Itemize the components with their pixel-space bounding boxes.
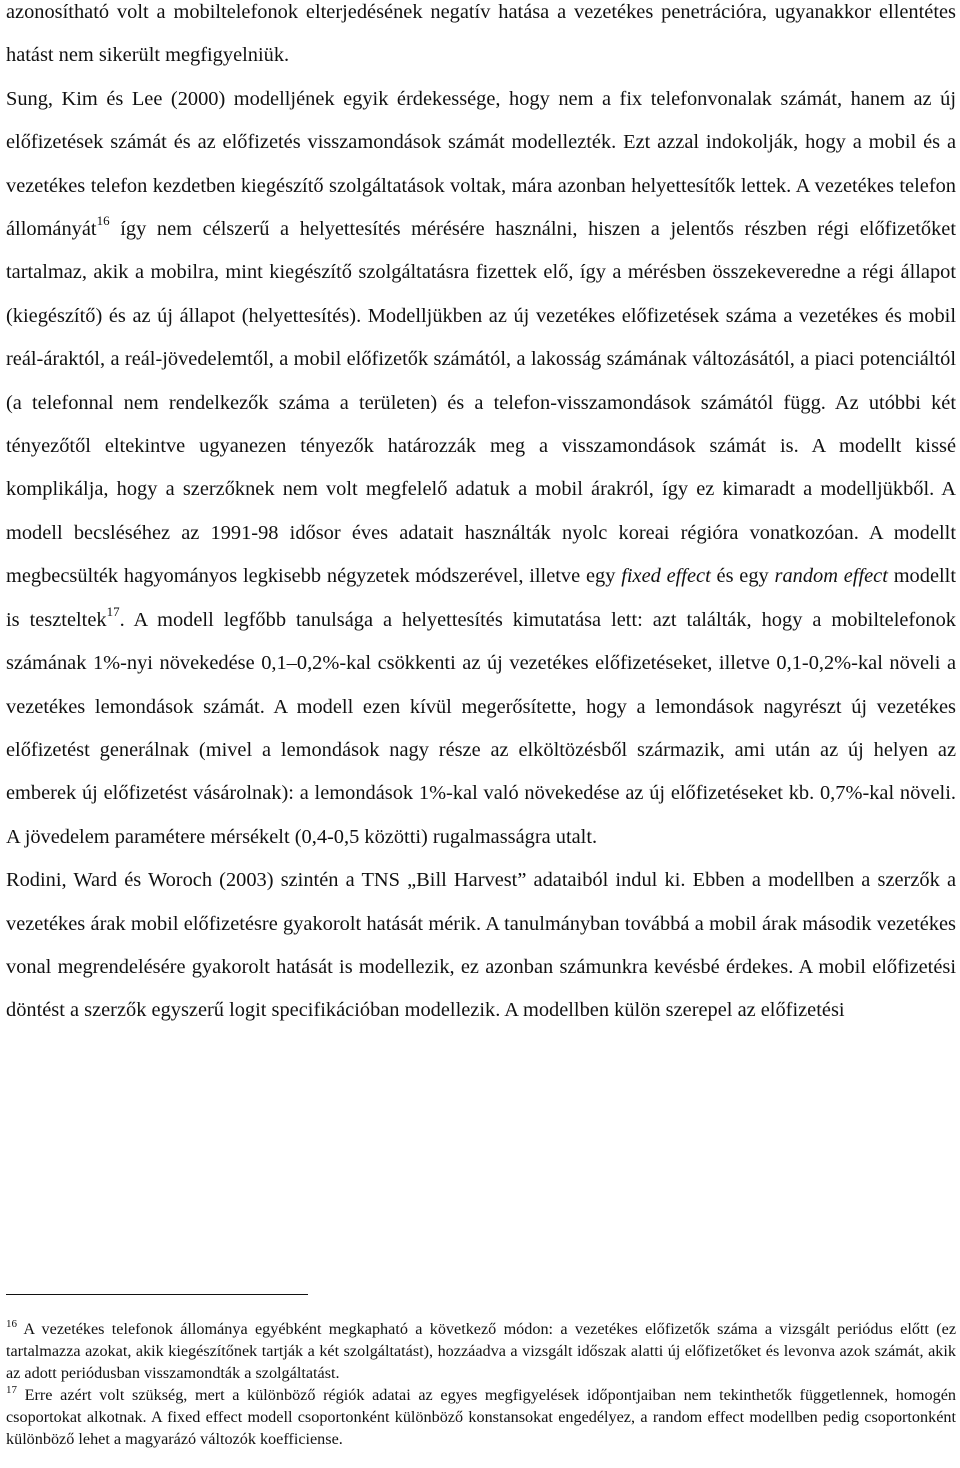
paragraph-2-text-e: . A modell legfőbb tanulsága a helyettesítés kimutatása lett: azt találták, hogy a mobiltelefonok számának 1%-nyi növekedése 0,1–0,2%-kal csökkenti az új vezetékes előfizetéseket, illetve 0,1-0,2%-kal növeli a vezetékes lemondások számát. A modell ezen kívül megerősítette, hogy a lemondások nagyrészt új vezetékes előfizetést generálnak (mivel a lemondások nagy része az elköltözésből származik, ami után az új helyen az emberek új előfizetést vásárolnak): a lemondások 1%-kal való növekedése az új előfizetéseket kb. 0,7%-kal növeli. A jövedelem paramétere mérsékelt (0,4-0,5 közötti) rugalmasságra utalt. [6, 608, 956, 848]
footnote-ref-17[interactable]: 17 [106, 603, 120, 619]
footnote-16 [6, 1318, 956, 1384]
paragraph-2-text-a: Sung, Kim és Lee (2000) modelljének egyik érdekessége, hogy nem a fix telefonvonalak számát, hanem az új előfizetések számát és az előfizetés visszamondások számát modellezték. Ezt azzal indokolják, hogy a mobil és a vezetékes telefon kezdetben kiegészítő szolgáltatások voltak, mára azonban helyettesítők lettek. A vezetékes telefon állományát [6, 87, 956, 241]
body-text [6, 0, 956, 1033]
paragraph-3 [6, 859, 956, 1033]
term-fixed-effect: fixed effect [621, 565, 711, 588]
paragraph-1-text: azonosítható volt a mobiltelefonok elterjedésének negatív hatása a vezetékes penetrációra, ugyanakkor ellentétes hatást nem sikerült megfigyelniük. [6, 1, 956, 67]
footnote-number-16: 16 [6, 1317, 17, 1330]
paragraph-2 [6, 78, 956, 859]
footnote-separator [6, 1294, 308, 1295]
paragraph-1 [6, 0, 956, 78]
paragraph-2-text-c: és egy [710, 565, 775, 588]
footnote-number-17: 17 [6, 1383, 17, 1396]
document-page [6, 0, 956, 1033]
footnote-16-text: A vezetékes telefonok állománya egyébként megkapható a következő módon: a vezetékes előfizetők száma a vizsgált periódus előtt (ez tartalmazza azokat, akik kiegészítőnek tartják a két szolgáltatást), hozzáadva a vizsgált időszak alatti új előfizetőket és levonva azok számát, akik az adott periódusban visszamondták a szolgáltatást. [6, 1320, 956, 1382]
footnote-17 [6, 1384, 956, 1450]
paragraph-3-text: Rodini, Ward és Woroch (2003) szintén a TNS „Bill Harvest” adataiból indul ki. Ebben a modellben a szerzők a vezetékes árak mobil előfizetésre gyakorolt hatását mérik. A tanulmányban továbbá a mobil árak második vezetékes vonal megrendelésére gyakorolt hatását is modellezik, ez azonban számunkra kevésbé érdekes. A mobil előfizetési döntést a szerzők egyszerű logit specifikációban modellezik. A modellben külön szerepel az előfizetési [6, 869, 956, 1022]
footnote-17-text: Erre azért volt szükség, mert a különböző régiók adatai az egyes megfigyelések időpontjaiban nem tekinthetők függetlennek, homogén csoportokat alkotnak. A fixed effect modell csoportonként különböző konstansokat engedélyez, a random effect modellben pedig csoportonként különböző lehet a magyarázó változók koefficiense. [6, 1386, 956, 1448]
footnotes [6, 1318, 956, 1450]
paragraph-2-text-b: így nem célszerű a helyettesítés mérésére használni, hiszen a jelentős részben régi előfizetőket tartalmaz, akik a mobilra, mint kiegészítő szolgáltatásra fizettek elő, így a mérésben összekeveredne a régi állapot (kiegészítő) és az új állapot (helyettesítés). Modelljükben az új vezetékes előfizetések száma a vezetékes és mobil reál-áraktól, a reál-jövedelemtől, a mobil előfizetők számától, a lakosság számának változásától, a piaci potenciáltól (a telefonnal nem rendelkezők száma a területen) és a telefon-visszamondások számától függ. Az utóbbi két tényezőtől eltekintve ugyanezen tényezők határozzák meg a visszamondások számát is. A modellt kissé komplikálja, hogy a szerzőknek nem volt megfelelő adatuk a mobil árakról, így ez kimaradt a modelljükből. A modell becsléséhez az 1991-98 idősor éves adatait használták nyolc koreai régióra vonatkozóan. A modellt megbecsülték hagyományos legkisebb négyzetek módszerével, illetve egy [6, 218, 956, 588]
footnote-ref-16[interactable]: 16 [96, 213, 110, 229]
paragraph-2-text-d: modellt is teszteltek [6, 565, 956, 631]
term-random-effect: random effect [774, 565, 888, 588]
